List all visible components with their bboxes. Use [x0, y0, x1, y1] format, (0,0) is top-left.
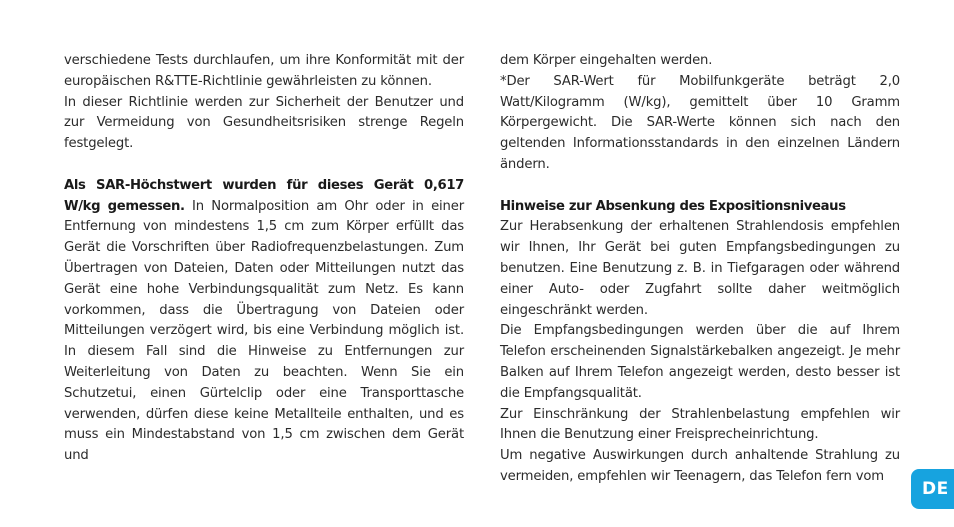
sar-paragraph	[64, 176, 464, 467]
sar-footnote: *Der SAR-Wert für Mobilfunkgeräte beträgt 2,0 Watt/Kilogramm (W/kg), gemittelt über 10 Gramm Körpergewicht. Die SAR-Werte können sich nach den geltenden Informationsstandards in den einzelnen Ländern ändern.	[500, 73, 900, 172]
right-paragraph-3: Zur Herabsenkung der erhaltenen Strahlendosis empfehlen wir Ihnen, Ihr Gerät bei guten Empfangsbedingungen zu benutzen. Eine Benutzung z. B. in Tiefgaragen oder während einer Auto- oder Zugfahrt sollte daher weitmöglich eingeschränkt werden.	[500, 219, 900, 318]
right-text-column	[500, 51, 900, 488]
left-paragraph-2: In dieser Richtlinie werden zur Sicherheit der Benutzer und zur Vermeidung von Gesundheitsrisiken strenge Regeln festgelegt.	[64, 94, 464, 152]
left-paragraph-1: verschiedene Tests durchlaufen, um ihre Konformität mit der europäischen R&TTE-Richtlinie gewährleisten zu können.	[64, 53, 464, 89]
right-paragraph-5: Zur Einschränkung der Strahlenbelastung empfehlen wir Ihnen die Benutzung einer Freisprecheinrichtung.	[500, 406, 900, 443]
language-tab: DE	[911, 469, 954, 509]
right-paragraph-4: Die Empfangsbedingungen werden über die auf Ihrem Telefon erscheinenden Signalstärkebalken angezeigt. Je mehr Balken auf Ihrem Telefon angezeigt werden, desto besser ist die Empfangsqualität.	[500, 323, 900, 401]
left-text-column	[64, 51, 464, 467]
right-paragraph-1: dem Körper eingehalten werden.	[500, 53, 713, 68]
section-heading: Hinweise zur Absenkung des Expositionsniveaus	[500, 198, 846, 214]
right-paragraph-6: Um negative Auswirkungen durch anhaltende Strahlung zu vermeiden, empfehlen wir Teenagern, das Telefon fern vom	[500, 448, 900, 484]
sar-paragraph-body: In Normalposition am Ohr oder in einer Entfernung von mindestens 1,5 cm zum Körper erfüllt das Gerät die Vorschriften über Radiofrequenzbelastungen. Zum Übertragen von Dateien, Daten oder Mitteilungen nutzt das Gerät eine hohe Verbindungsqualität zum Netz. Es kann vorkommen, dass die Übertragung von Dateien oder Mitteilungen verzögert wird, bis eine Verbindung möglich ist. In diesem Fall sind die Hinweise zu Entfernungen zur Weiterleitung von Daten zu beachten. Wenn Sie ein Schutzetui, einen Gürtelclip oder eine Transporttasche verwenden, dürfen diese keine Metallteile enthalten, und es muss ein Mindestabstand von 1,5 cm zwischen dem Gerät und	[64, 198, 465, 464]
sar-value-statement: Als SAR-Höchstwert wurden für dieses Gerät 0,617 W/kg gemessen.	[64, 177, 464, 214]
paragraph-gap	[500, 176, 900, 197]
paragraph-gap	[64, 155, 464, 176]
